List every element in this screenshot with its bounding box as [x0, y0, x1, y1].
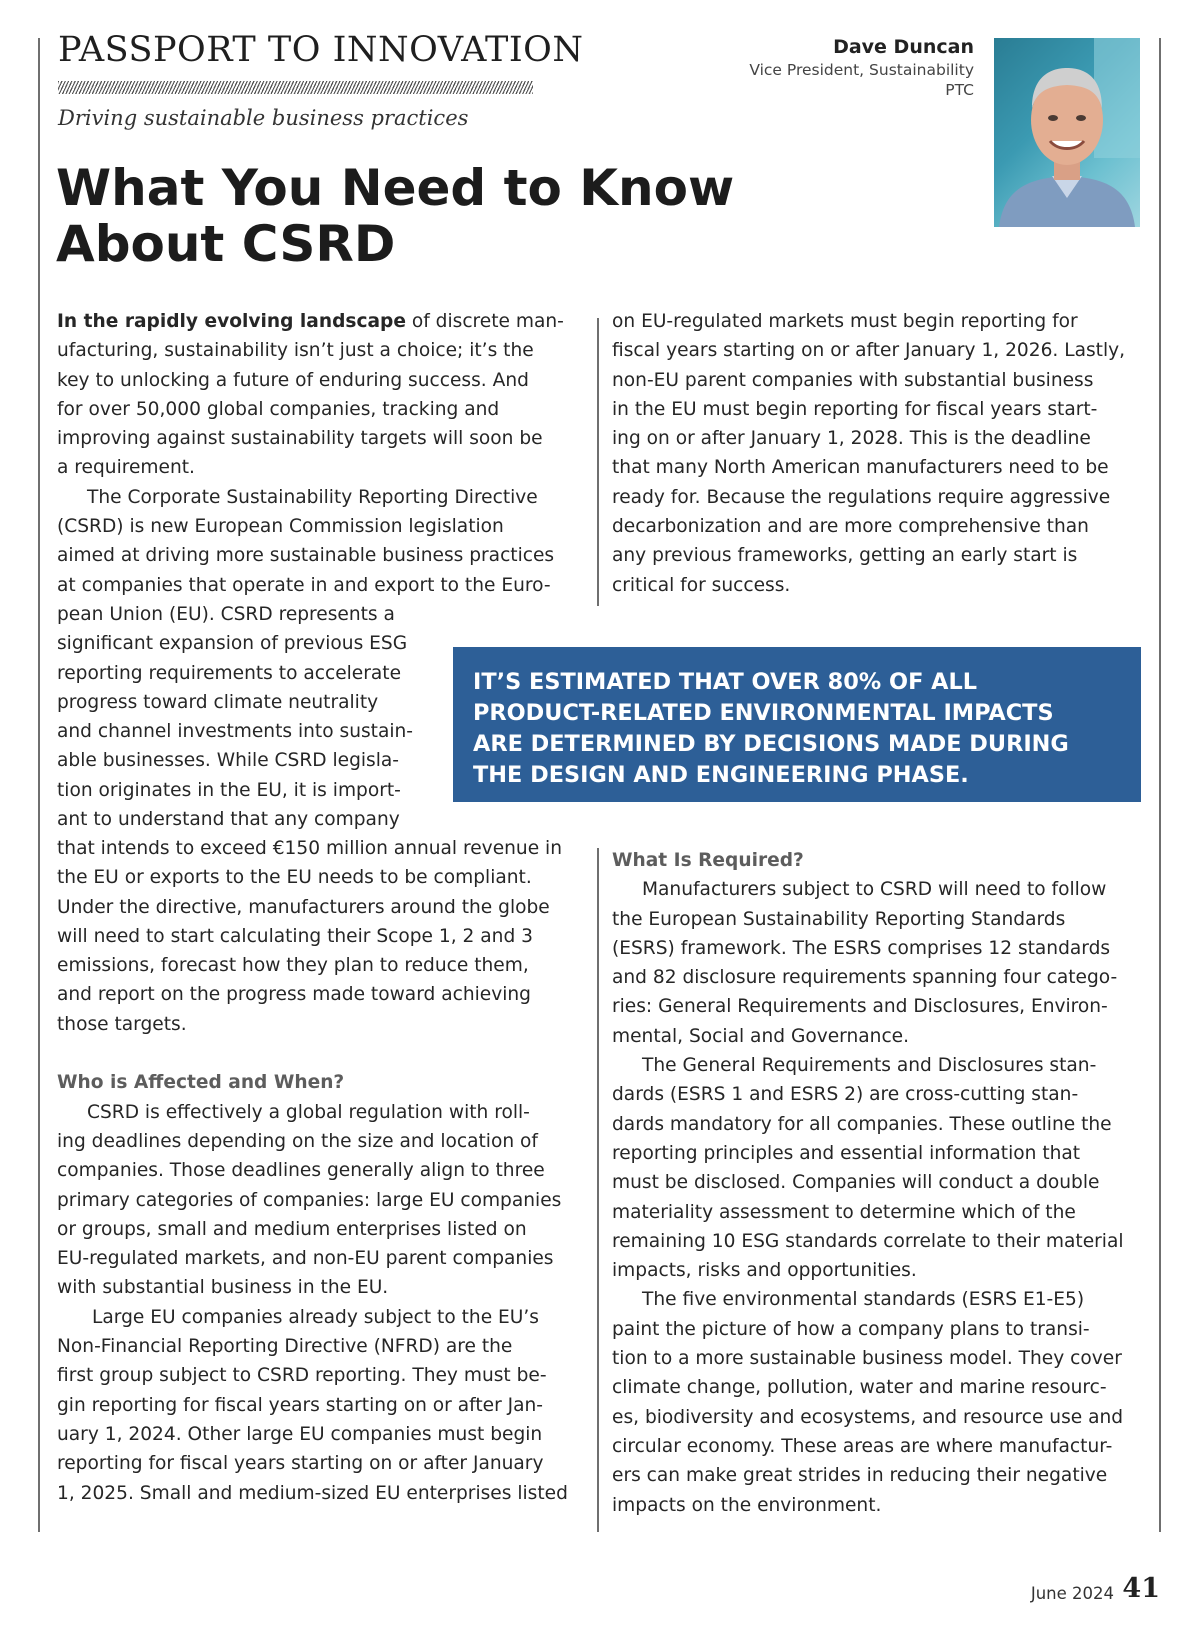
text-line: at companies that operate in and export to the Euro-	[57, 574, 551, 596]
article-title-line-2: About CSRD	[56, 215, 396, 273]
text-line: dards mandatory for all companies. These outline the	[612, 1113, 1112, 1135]
left-margin-rule	[38, 38, 40, 1532]
text-line: ufacturing, sustainability isn’t just a choice; it’s the	[57, 340, 534, 362]
text-line: paint the picture of how a company plans to transi-	[612, 1318, 1090, 1340]
text-line: impacts, risks and opportunities.	[612, 1260, 917, 1282]
right-margin-rule	[1159, 38, 1161, 1532]
text-line: The General Requirements and Disclosures stan-	[642, 1055, 1097, 1077]
text-line: (CSRD) is new European Commission legislation	[57, 516, 504, 538]
text-line: or groups, small and medium enterprises listed on	[57, 1218, 527, 1240]
text-line: the EU or exports to the EU needs to be compliant.	[57, 867, 532, 889]
text-line: that many North American manufacturers need to be	[612, 457, 1109, 479]
text-line: the European Sustainability Reporting Standards	[612, 908, 1066, 930]
text-line: reporting for fiscal years starting on or after January	[57, 1453, 544, 1475]
text-line: uary 1, 2024. Other large EU companies must begin	[57, 1423, 543, 1445]
footer-date: June 2024	[1030, 1584, 1114, 1603]
lead-line	[57, 307, 564, 336]
text-line: The five environmental standards (ESRS E1-E5)	[642, 1289, 1085, 1311]
callout-line: PRODUCT-RELATED ENVIRONMENTAL IMPACTS	[473, 700, 1054, 726]
text-line: ing on or after January 1, 2028. This is the deadline	[612, 428, 1091, 450]
text-line: tion originates in the EU, it is import-	[57, 779, 401, 801]
text-line: with substantial business in the EU.	[57, 1277, 389, 1299]
section-title: PASSPORT TO INNOVATION	[58, 30, 584, 70]
text-line: dards (ESRS 1 and ESRS 2) are cross-cutting stan-	[612, 1084, 1079, 1106]
callout-line: THE DESIGN AND ENGINEERING PHASE.	[473, 762, 969, 788]
author-company: PTC	[945, 81, 974, 99]
text-line: es, biodiversity and ecosystems, and resource use and	[612, 1406, 1124, 1428]
text-line: that intends to exceed €150 million annual revenue in	[57, 838, 562, 859]
text-line: and 82 disclosure requirements spanning four catego-	[612, 967, 1118, 989]
text-line: Large EU companies already subject to the EU’s	[92, 1306, 539, 1328]
text-line: for over 50,000 global companies, tracking and	[57, 398, 500, 420]
text-line: decarbonization and are more comprehensive than	[612, 516, 1089, 538]
subheading-what-required: What Is Required?	[612, 850, 804, 871]
text-line: in the EU must begin reporting for fiscal years start-	[612, 398, 1098, 420]
text-line: The Corporate Sustainability Reporting Directive	[87, 486, 538, 508]
text-line: Manufacturers subject to CSRD will need to follow	[642, 879, 1107, 901]
text-line: emissions, forecast how they plan to reduce them,	[57, 955, 529, 977]
callout-line: IT’S ESTIMATED THAT OVER 80% OF ALL	[473, 669, 978, 695]
text-line: ing deadlines depending on the size and location of	[57, 1130, 538, 1152]
text-line: progress toward climate neutrality	[57, 691, 379, 713]
spacer	[57, 1039, 568, 1068]
text-line: improving against sustainability targets will soon be	[57, 428, 543, 450]
text-line: ready for. Because the regulations require aggressive	[612, 486, 1111, 508]
text-line: remaining 10 ESG standards correlate to their material	[612, 1230, 1124, 1252]
column-rule-bottom	[597, 848, 599, 1532]
text-line: climate change, pollution, water and marine resourc-	[612, 1377, 1107, 1399]
text-line: reporting principles and essential information that	[612, 1142, 1081, 1164]
callout-line: ARE DETERMINED BY DECISIONS MADE DURING	[473, 731, 1069, 757]
text-line: Non-Financial Reporting Directive (NFRD) are the	[57, 1336, 513, 1358]
text-line: key to unlocking a future of enduring success. And	[57, 369, 529, 391]
text-line: primary categories of companies: large EU companies	[57, 1189, 562, 1211]
text-line: tion to a more sustainable business model. They cover	[612, 1348, 1122, 1370]
column-rule-top	[597, 318, 599, 606]
text-line: companies. Those deadlines generally align to three	[57, 1160, 545, 1182]
text-line: on EU-regulated markets must begin reporting for	[612, 311, 1078, 332]
text-line: ers can make great strides in reducing their negative	[612, 1465, 1108, 1487]
right-column-top	[612, 307, 1125, 600]
text-line: first group subject to CSRD reporting. They must be-	[57, 1365, 547, 1387]
portrait-icon	[994, 38, 1140, 227]
right-column-bottom	[612, 846, 1124, 1520]
text-line: aimed at driving more sustainable business practices	[57, 545, 555, 567]
text-line: impacts on the environment.	[612, 1494, 882, 1516]
lead-rest: of discrete man-	[405, 311, 564, 332]
text-line: able businesses. While CSRD legisla-	[57, 750, 400, 772]
text-line: critical for success.	[612, 574, 791, 596]
pull-quote-callout	[453, 647, 1141, 802]
article-title	[56, 160, 734, 272]
author-photo	[994, 38, 1140, 227]
text-line: will need to start calculating their Scope 1, 2 and 3	[57, 925, 533, 947]
text-line: reporting requirements to accelerate	[57, 662, 402, 684]
lead-bold: In the rapidly evolving landscape	[57, 311, 406, 332]
left-column-bottom	[57, 834, 568, 1508]
text-line: (ESRS) framework. The ESRS comprises 12 standards	[612, 937, 1111, 959]
article-title-line-1: What You Need to Know	[56, 159, 735, 217]
author-name: Dave Duncan	[833, 36, 974, 58]
text-line: CSRD is effectively a global regulation with roll-	[87, 1101, 530, 1123]
text-line: any previous frameworks, getting an early start is	[612, 545, 1078, 567]
text-line: fiscal years starting on or after January 1, 2026. Lastly,	[612, 340, 1126, 362]
text-line: and channel investments into sustain-	[57, 721, 414, 743]
text-line: significant expansion of previous ESG	[57, 633, 408, 655]
text-line: ries: General Requirements and Disclosures, Environ-	[612, 996, 1108, 1018]
text-line: Under the directive, manufacturers around the globe	[57, 896, 550, 918]
text-line: ant to understand that any company	[57, 809, 400, 831]
text-line: mental, Social and Governance.	[612, 1025, 910, 1047]
text-line: EU-regulated markets, and non-EU parent companies	[57, 1248, 554, 1270]
text-line: must be disclosed. Companies will conduct a double	[612, 1172, 1100, 1194]
text-line: and report on the progress made toward achieving	[57, 984, 531, 1006]
tagline: Driving sustainable business practices	[58, 106, 469, 130]
text-line: gin reporting for fiscal years starting on or after Jan-	[57, 1394, 544, 1416]
text-line: a requirement.	[57, 457, 195, 479]
text-line: non-EU parent companies with substantial business	[612, 369, 1094, 391]
text-line: materiality assessment to determine which of the	[612, 1201, 1076, 1223]
text-line: 1, 2025. Small and medium-sized EU enterprises listed	[57, 1482, 568, 1504]
text-line: those targets.	[57, 1013, 187, 1035]
page-number: 41	[1122, 1573, 1160, 1604]
author-title: Vice President, Sustainability	[749, 61, 974, 79]
text-line: pean Union (EU). CSRD represents a	[57, 603, 395, 625]
subheading-who-affected: Who is Affected and When?	[57, 1072, 345, 1094]
section-title-hatch	[58, 81, 533, 94]
text-line: circular economy. These areas are where manufactur-	[612, 1435, 1113, 1457]
